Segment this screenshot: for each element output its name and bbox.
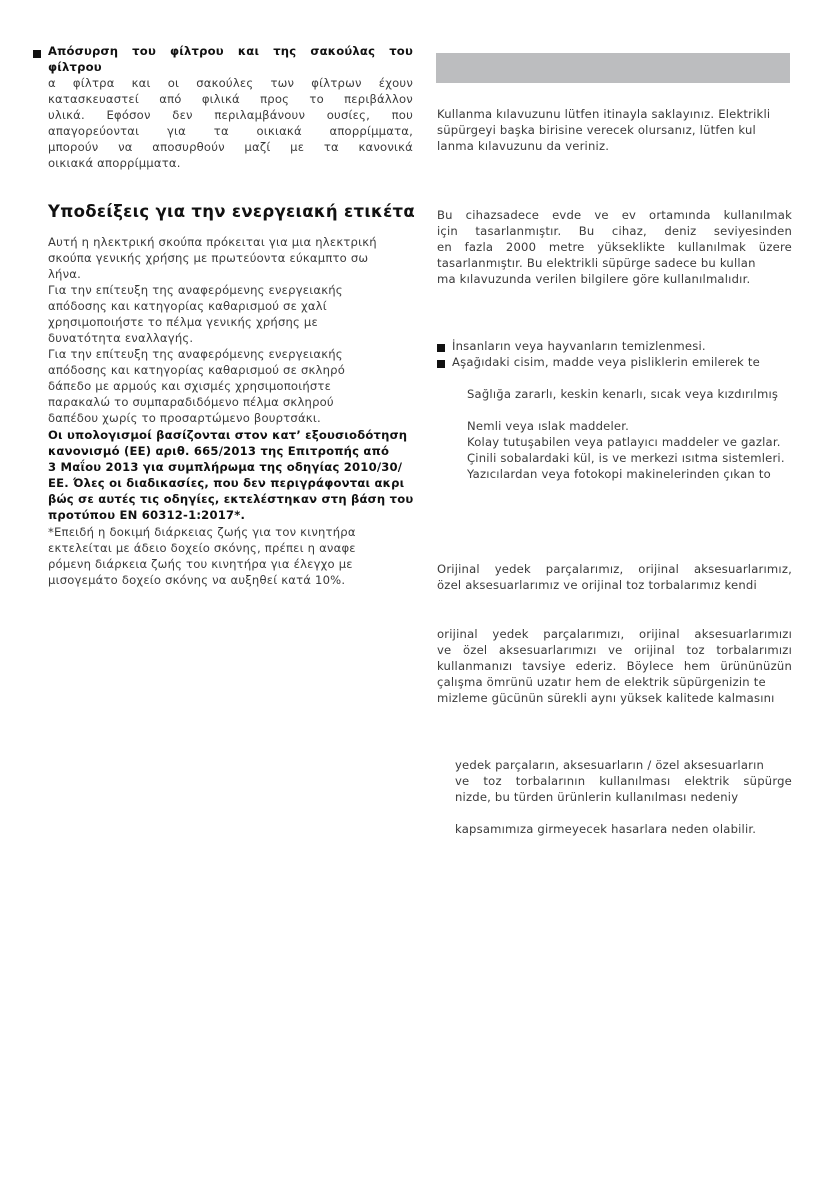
energy-label-text-line: χρησιμοποιήστε το πέλμα γενικής χρήσης με <box>48 315 318 329</box>
filter-disposal-text-line: α φίλτρα και οι σακούλες των φίλτρων έχουν <box>48 76 413 90</box>
filter-disposal-text-line: μπορούν να αποσυρθούν μαζί με τα κανονικά <box>48 140 413 154</box>
intended-use-text-line: ma kılavuzunda verilen bilgilere göre kullanılmalıdır. <box>437 272 751 286</box>
energy-label-text-line: απόδοσης και κατηγορίας καθαρισμού σε χαλί <box>48 299 327 313</box>
regulation-text-line: 3 Μαΐου 2013 για συμπλήρωμα της οδηγίας 2010/30/ <box>48 460 403 474</box>
regulation-text-line: προτύπου EN 60312-1:2017*. <box>48 508 246 522</box>
accessories-text-line: özel aksesuarlarımız ve orijinal toz torbalarımız kendi <box>437 578 757 592</box>
energy-label-heading: Υποδείξεις για την ενεργειακή ετικέτα <box>48 202 416 221</box>
bullet-item: İnsanların veya hayvanların temizlenmesi. <box>452 339 706 353</box>
energy-label-text-line: Για την επίτευξη της αναφερόμενης ενεργειακής <box>48 283 343 297</box>
sub-item: Çinili sobalardaki kül, is ve merkezi ısıtma sistemleri. <box>467 451 785 465</box>
footnote-text-line: ρόμενη διάρκεια ζωής του κινητήρα για έλεγχο με <box>48 557 353 571</box>
sub-item: Nemli veya ıslak maddeler. <box>467 419 630 433</box>
regulation-text-line: κανονισμό (ΕΕ) αριθ. 665/2013 της Επιτροπής από <box>48 444 390 458</box>
sub-item: Sağlığa zararlı, keskin kenarlı, sıcak veya kızdırılmış <box>467 387 779 401</box>
section-header-bar <box>436 53 790 83</box>
warning-text-line: kapsamımıza girmeyecek hasarlara neden olabilir. <box>455 822 757 836</box>
footnote-text-line: *Επειδή η δοκιμή διάρκειας ζωής για τον κινητήρα <box>48 525 356 539</box>
keep-manual-text-line: lanma kılavuzunu da veriniz. <box>437 139 610 153</box>
regulation-text-line: βώς σε αυτές τις οδηγίες, εκτελέστηκαν στη βάση του <box>48 492 414 506</box>
energy-label-text-line: απόδοσης και κατηγορίας καθαρισμού σε σκληρό <box>48 363 345 377</box>
energy-label-text-line: δάπεδο με αρμούς και σχισμές χρησιμοποιήστε <box>48 379 332 393</box>
warning-text-line: nizde, bu türden ürünlerin kullanılması nedeniy <box>455 790 739 804</box>
sub-item: Yazıcılardan veya fotokopi makinelerinden çıkan to <box>467 467 771 481</box>
square-bullet-icon <box>33 50 41 58</box>
recommend-text-line: orijinal yedek parçalarımızı, orijinal aksesuarlarımızı <box>437 627 792 641</box>
energy-label-text-line: λήνα. <box>48 267 82 281</box>
filter-disposal-text-line: απαγορεύονται για τα οικιακά απορρίμματα, <box>48 124 413 138</box>
recommend-text-line: mizleme gücünün sürekli aynı yüksek kalitede kalmasını <box>437 691 775 705</box>
regulation-text-line: ΕΕ. Όλες οι διαδικασίες, που δεν περιγράφονται ακρι <box>48 476 405 490</box>
footnote-text-line: μισογεμάτο δοχείο σκόνης να αυξηθεί κατά 10%. <box>48 573 346 587</box>
keep-manual-text-line: süpürgeyi başka birisine verecek olursanız, lütfen kul <box>437 123 756 137</box>
sub-item: Kolay tutuşabilen veya patlayıcı maddeler ve gazlar. <box>467 435 781 449</box>
keep-manual-text-line: Kullanma kılavuzunu lütfen itinayla saklayınız. Elektrikli <box>437 107 771 121</box>
filter-disposal-text-line: υλικά. Εφόσον δεν περιλαμβάνουν ουσίες, που <box>48 108 413 122</box>
footnote-text-line: εκτελείται με άδειο δοχείο σκόνης, πρέπει η αναφε <box>48 541 356 555</box>
warning-text-line: yedek parçaların, aksesuarların / özel aksesuarların <box>455 758 765 772</box>
energy-label-text-line: Για την επίτευξη της αναφερόμενης ενεργειακής <box>48 347 343 361</box>
square-bullet-icon <box>437 360 445 368</box>
energy-label-text-line: δαπέδου χωρίς το προσαρτώμενο βουρτσάκι. <box>48 411 321 425</box>
energy-label-text-line: δυνατότητα εναλλαγής. <box>48 331 194 345</box>
recommend-text-line: ve özel aksesuarlarımızı ve orijinal toz torbalarımızı <box>437 643 792 657</box>
filter-disposal-title-line: φίλτρου <box>48 60 102 74</box>
energy-label-text-line: Αυτή η ηλεκτρική σκούπα πρόκειται για μια ηλεκτρική <box>48 235 377 249</box>
recommend-text-line: kullanmanızı tavsiye ederiz. Böylece hem ürününüzün <box>437 659 792 673</box>
accessories-text-line: Orijinal yedek parçalarımız, orijinal aksesuarlarımız, <box>437 562 792 576</box>
energy-label-text-line: σκούπα γενικής χρήσης με πρωτεύοντα εύκαμπτο σω <box>48 251 369 265</box>
intended-use-text-line: en fazla 2000 metre yükseklikte kullanılmak üzere <box>437 240 792 254</box>
filter-disposal-title-line: Απόσυρση του φίλτρου και της σακούλας του <box>48 44 413 58</box>
filter-disposal-text-line: οικιακά απορρίμματα. <box>48 156 181 170</box>
warning-text-line: ve toz torbalarının kullanılması elektrik süpürge <box>455 774 792 788</box>
intended-use-text-line: için tasarlanmıştır. Bu cihaz, deniz seviyesinden <box>437 224 792 238</box>
square-bullet-icon <box>437 344 445 352</box>
regulation-text-line: Οι υπολογισμοί βασίζονται στον κατ’ εξουσιοδότηση <box>48 428 408 442</box>
recommend-text-line: çalışma ömrünü uzatır hem de elektrik süpürgenizin te <box>437 675 766 689</box>
intended-use-text-line: Bu cihazsadece evde ve ev ortamında kullanılmak <box>437 208 792 222</box>
filter-disposal-text-line: κατασκευαστεί από φιλικά προς το περιβάλλον <box>48 92 413 106</box>
energy-label-text-line: παρακαλώ το συμπαραδιδόμενο πέλμα σκληρού <box>48 395 334 409</box>
intended-use-text-line: tasarlanmıştır. Bu elektrikli süpürge sadece bu kullan <box>437 256 756 270</box>
bullet-item: Aşağıdaki cisim, madde veya pisliklerin emilerek te <box>452 355 760 369</box>
